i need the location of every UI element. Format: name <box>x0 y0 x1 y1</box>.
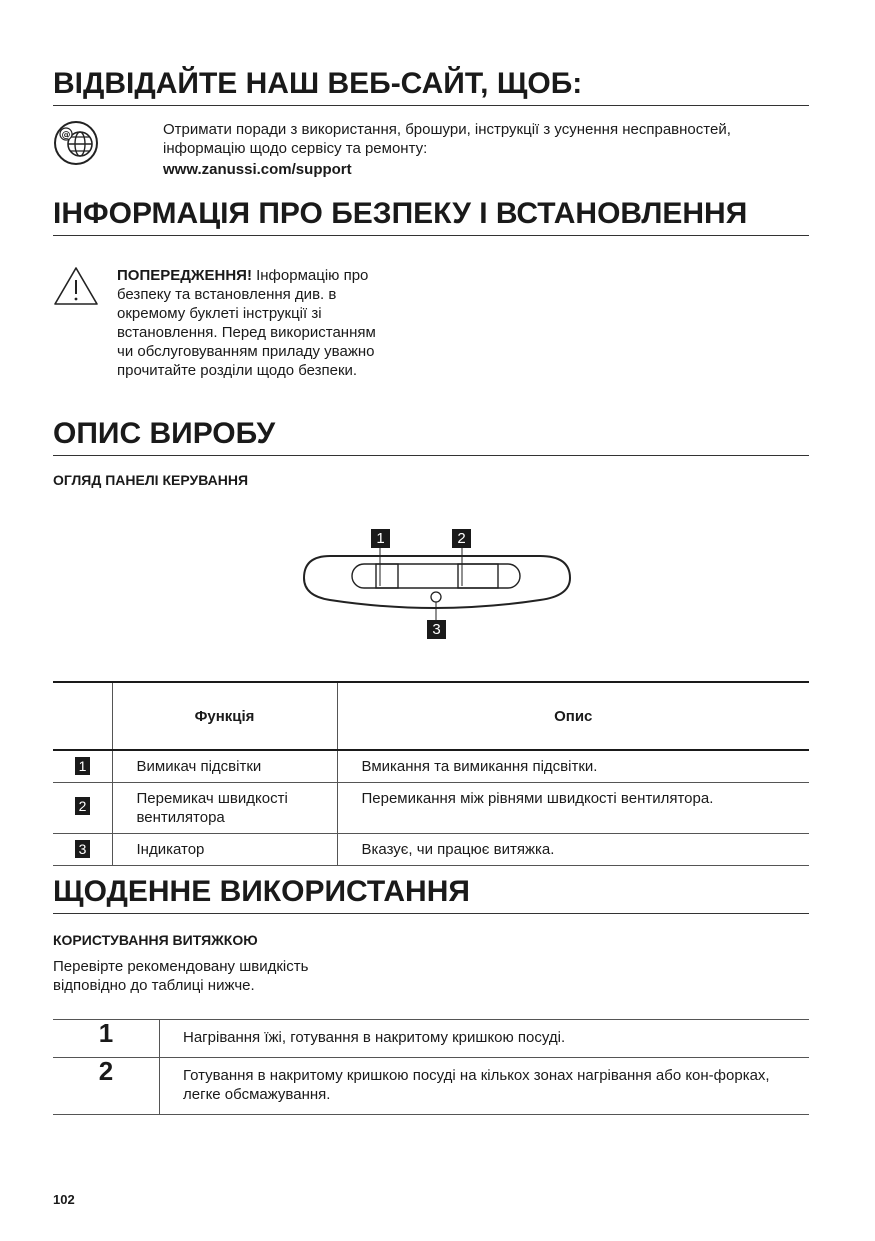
col-description-header: Опис <box>337 682 809 750</box>
table-row <box>53 1058 809 1115</box>
hood-usage-subheading: КОРИСТУВАННЯ ВИТЯЖКОЮ <box>53 932 258 948</box>
control-panel-table <box>53 681 809 866</box>
speed-level: 1 <box>53 1020 160 1058</box>
page-number: 102 <box>53 1192 75 1207</box>
table-row <box>53 1020 809 1058</box>
control-panel-subheading: ОГЛЯД ПАНЕЛІ КЕРУВАННЯ <box>53 472 249 488</box>
row-description: Вказує, чи працює витяжка. <box>337 834 809 866</box>
website-url[interactable]: www.zanussi.com/support <box>163 161 352 178</box>
website-heading: ВІДВІДАЙТЕ НАШ ВЕБ-САЙТ, ЩОБ: <box>53 66 809 106</box>
speed-table <box>53 1019 809 1115</box>
website-text: Отримати поради з використання, брошури, інструкції з усунення несправностей, інформацію щодо сервісу та ремонту: <box>163 121 731 157</box>
col-function-header: Функція <box>112 682 337 750</box>
speed-level: 2 <box>53 1058 160 1115</box>
row-number: 1 <box>75 757 90 775</box>
warning-label: ПОПЕРЕДЖЕННЯ! <box>117 267 252 284</box>
table-row <box>53 834 809 866</box>
table-row <box>53 750 809 783</box>
warning-text: Інформацію про безпеку та встановлення див. в окремому буклеті інструкції зі встановлення. Перед використанням чи обслуговуванням приладу уважно прочитайте розділи щодо безпеки. <box>117 267 376 379</box>
safety-warning <box>117 266 392 380</box>
row-number: 2 <box>75 797 90 815</box>
hood-usage-intro: Перевірте рекомендовану швидкість відповідно до таблиці нижче. <box>53 958 309 994</box>
table-row <box>53 783 809 834</box>
daily-heading: ЩОДЕННЕ ВИКОРИСТАННЯ <box>53 874 809 914</box>
callout-2: 2 <box>457 530 466 547</box>
row-description: Вмикання та вимикання підсвітки. <box>337 750 809 783</box>
row-function: Індикатор <box>112 834 337 866</box>
speed-text: Готування в накритому кришкою посуді на кількох зонах нагрівання або кон-форках, легке обсмажування. <box>160 1058 810 1115</box>
row-number: 3 <box>75 840 90 858</box>
row-function: Перемикач швидкості вентилятора <box>112 783 337 834</box>
row-function: Вимикач підсвітки <box>112 750 337 783</box>
warning-triangle-icon <box>53 266 99 306</box>
svg-text:@: @ <box>61 130 71 141</box>
row-description: Перемикання між рівнями швидкості вентилятора. <box>337 783 809 834</box>
callout-3: 3 <box>432 621 441 638</box>
web-globe-icon <box>53 120 99 166</box>
table-header-row <box>53 682 809 750</box>
control-panel-diagram <box>300 526 572 642</box>
speed-text: Нагрівання їжі, готування в накритому кришкою посуді. <box>160 1020 810 1058</box>
safety-heading: ІНФОРМАЦІЯ ПРО БЕЗПЕКУ І ВСТАНОВЛЕННЯ <box>53 196 809 236</box>
product-heading: ОПИС ВИРОБУ <box>53 416 809 456</box>
callout-1: 1 <box>376 530 385 547</box>
